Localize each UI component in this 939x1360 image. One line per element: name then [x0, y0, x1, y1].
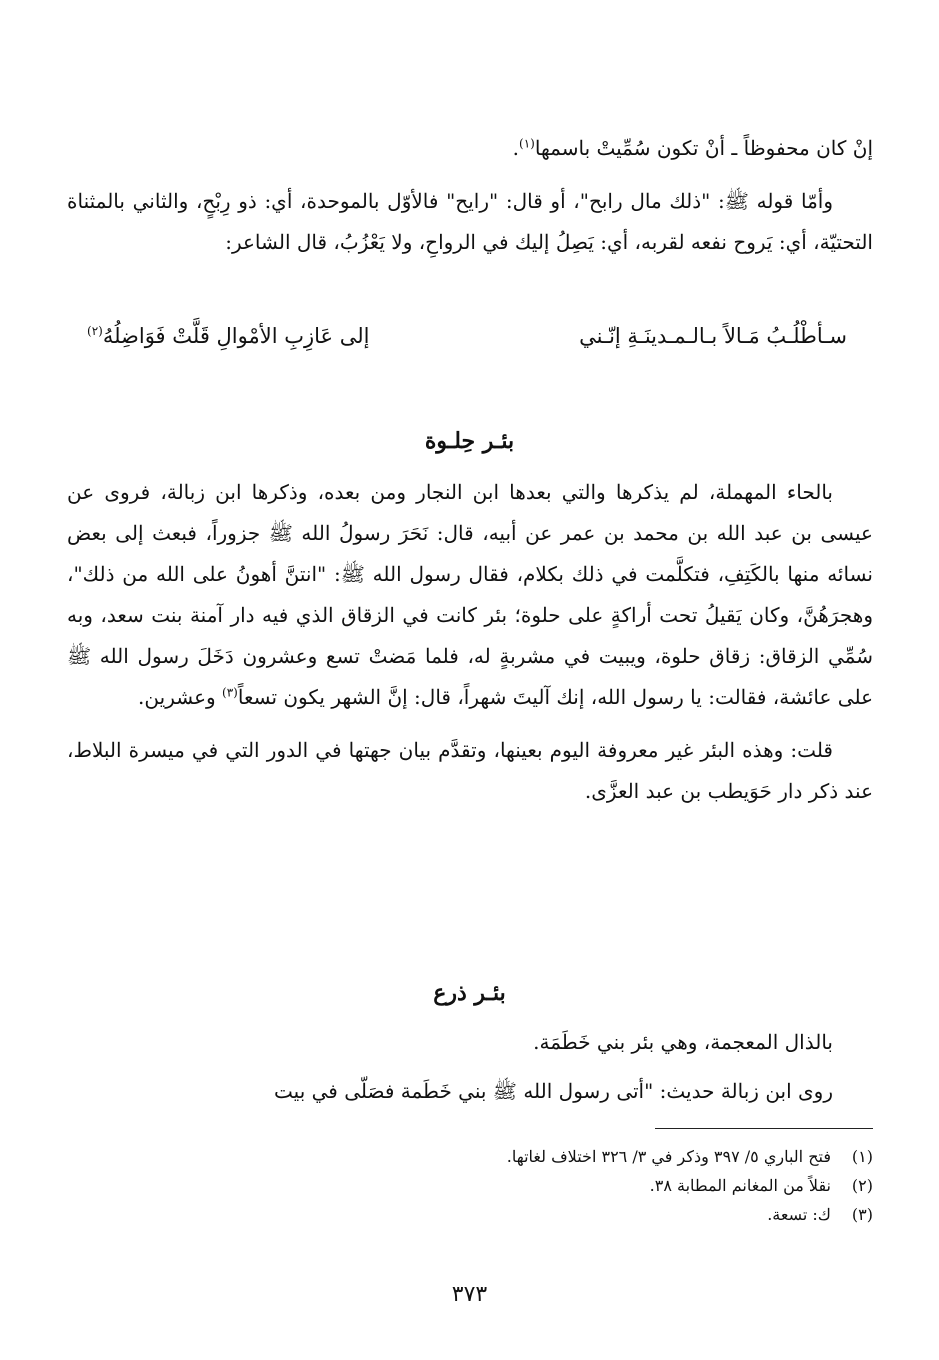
verse-first-hemistich: سـأطْلُـبُ مَـالاً بـالـمـدينَـةِ إنّـني	[579, 324, 847, 348]
section-heading-bir-hilwa: بئـر حِلـوة	[424, 428, 515, 454]
footnote-text: نقلاً من المغانم المطابة ٣٨.	[649, 1176, 831, 1195]
section-bir-hilwa-body	[67, 472, 873, 812]
bir-dhar-paragraph-2: روى ابن زبالة حديث: "أتى رسول الله ﷺ بني خَطَمة فصَلّى في بيت	[274, 1079, 833, 1103]
footnote-item	[67, 1200, 873, 1229]
footnote-number: (١)	[851, 1147, 873, 1166]
bir-hilwa-paragraph-2: قلت: وهذه البئر غير معروفة اليوم بعينها، وتقدَّم بيان جهتها في الدور التي في ميسرة البلاط، عند ذكر دار حَوَيطب بن عبد العزَّى.	[67, 738, 873, 803]
section-bir-dhar-body	[67, 1022, 873, 1112]
bir-hilwa-paragraph-1-text: بالحاء المهملة، لم يذكرها والتي بعدها ابن النجار ومن بعده، وذكرها ابن زبالة، فروى عن عيسى بن عبد الله بن محمد بن عمر عن أبيه، قال: نَحَرَ رسولُ الله ﷺ جزوراً، فبعث إلى بعض نسائه منها بالكَتِفِ، فتكلَّمت في ذلك بكلام، فقال رسول الله ﷺ: "انتنَّ أهونُ على الله من ذلك"، وهجرَهُنَّ، وكان يَقيلُ تحت أراكةٍ على حلوة؛ بئر كانت في الزقاق الذي فيه دار آمنة بنت سعد، وبه سُمِّي الزقاق: زقاق حلوة، ويبيت في مشربةٍ له، فلما مَضتْ تسع وعشرون دَخَلَ رسول الله ﷺ على عائشة، فقالت: يا رسول الله، إنك آليتَ شهراً، قال: إنَّ الشهر يكون تسعاً	[67, 480, 873, 709]
footnote-ref-1: (١)	[519, 136, 535, 151]
intro-line-end: .	[512, 136, 520, 160]
footnote-text: فتح الباري ٥/ ٣٩٧ وذكر في ٣/ ٣٢٦ اختلاف لغاتها.	[506, 1147, 831, 1166]
bir-hilwa-paragraph-1	[67, 472, 873, 718]
intro-block	[67, 128, 873, 263]
footnotes	[67, 1142, 873, 1229]
footnote-text: ك: تسعة.	[767, 1205, 831, 1224]
section-heading-bir-dhar: بئـر ذرع	[433, 980, 506, 1006]
footnote-divider	[655, 1128, 873, 1129]
intro-paragraph: وأمّا قوله ﷺ: "ذلك مال رابح"، أو قال: "رايح" فالأوّل بالموحدة، أي: ذو رِبْحٍ، والثاني بالمثناة التحتيّة، أي: يَروح نفعه لقربه، أي: يَصِلُ إليك في الرواحِ، ولا يَعْزُبُ، قال الشاعر:	[67, 189, 873, 254]
footnote-number: (٣)	[851, 1205, 873, 1224]
footnote-ref-2: (٢)	[87, 324, 103, 338]
footnote-item	[67, 1142, 873, 1171]
bir-hilwa-paragraph-1-end: وعشرين.	[138, 685, 223, 709]
intro-line	[67, 128, 873, 169]
footnote-ref-3: (٣)	[222, 685, 238, 700]
page-number: ٣٧٣	[451, 1282, 488, 1307]
footnote-number: (٢)	[851, 1176, 873, 1195]
verse-second-hemistich-text: إلى عَازِبِ الأمْوالِ قَلَّتْ فَوَاضِلُهُ	[102, 324, 370, 348]
intro-line-text: إنْ كان محفوظاً ـ أنْ تكون سُمِّيتْ باسمها	[534, 136, 873, 160]
bir-dhar-paragraph-1: بالذال المعجمة، وهي بئر بني خَطَمَة.	[533, 1030, 833, 1054]
poetry-verse	[87, 316, 847, 356]
footnote-item	[67, 1171, 873, 1200]
verse-second-hemistich	[87, 316, 369, 356]
